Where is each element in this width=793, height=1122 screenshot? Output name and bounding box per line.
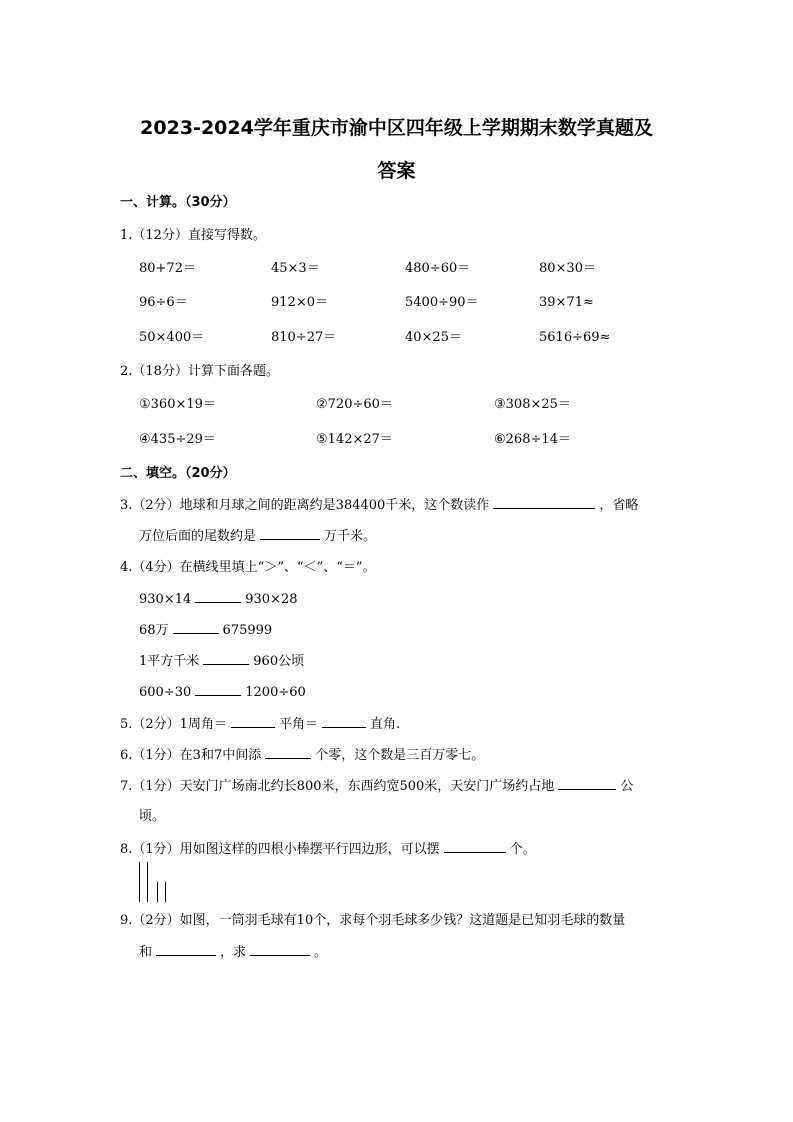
q9-text: 和 — [139, 945, 153, 960]
q4-row — [139, 590, 298, 609]
q4-right: 675999 — [222, 623, 273, 638]
q8-text: 8.（1分）用如图这样的四根小棒摆平行四边形，可以摆 — [120, 842, 440, 857]
q4-right: 960公顷 — [253, 654, 305, 669]
q5-text: 直角. — [369, 717, 401, 732]
section-heading-calc: 一、计算。（30分） — [120, 195, 236, 210]
q4-left: 1平方千米 — [139, 654, 200, 669]
q1-item: 5616÷69≈ — [539, 330, 611, 345]
q2-item: ④435÷29＝ — [139, 432, 216, 447]
q1-item: 80×30＝ — [539, 261, 596, 276]
q4-right: 1200÷60 — [245, 685, 306, 700]
answer-blank[interactable] — [156, 943, 216, 956]
question-9-line1: 9.（2分）如图，一筒羽毛球有10个，求每个羽毛球多少钱？这道题是已知羽毛球的数量 — [120, 913, 626, 928]
q1-item: 80+72＝ — [139, 261, 196, 276]
answer-blank[interactable] — [173, 621, 219, 634]
q5-text: 5.（2分）1周角＝ — [120, 717, 227, 732]
question-5 — [120, 715, 400, 734]
q4-right: 930×28 — [245, 592, 298, 607]
stick-long — [147, 862, 148, 902]
question-6 — [120, 746, 484, 765]
answer-blank[interactable] — [195, 683, 241, 696]
question-3-line1 — [120, 496, 638, 515]
question-7-line1 — [120, 777, 633, 796]
q8-text: 个。 — [509, 842, 536, 857]
answer-blank[interactable] — [195, 590, 241, 603]
q6-text: 6.（1分）在3和7中间添 — [120, 748, 262, 763]
question-9-line2 — [139, 943, 327, 962]
answer-blank[interactable] — [558, 777, 616, 790]
stick-short — [157, 882, 158, 902]
section-heading-fill: 二、填空。（20分） — [120, 466, 236, 481]
q2-item: ②720÷60＝ — [316, 397, 393, 412]
stick-short — [165, 882, 166, 902]
q2-item: ⑥268÷14＝ — [494, 432, 571, 447]
q1-item: 912×0＝ — [271, 295, 328, 310]
q2-item: ③308×25＝ — [494, 397, 571, 412]
question-4-text: 4.（4分）在横线里填上“＞”、“＜”、“＝”。 — [120, 560, 376, 575]
q1-item: 5400÷90＝ — [405, 295, 479, 310]
q9-text: 。 — [314, 945, 328, 960]
q4-left: 68万 — [139, 623, 169, 638]
q1-item: 810÷27＝ — [271, 330, 337, 345]
q2-item: ⑤142×27＝ — [316, 432, 393, 447]
q7-text: 7.（1分）天安门广场南北约长800米，东西约宽500米，天安门广场约占地 — [120, 779, 555, 794]
q4-row — [139, 621, 272, 640]
q1-item: 50×400＝ — [139, 330, 205, 345]
answer-blank[interactable] — [250, 943, 310, 956]
answer-blank[interactable] — [322, 715, 366, 728]
q1-item: 96÷6＝ — [139, 295, 188, 310]
question-2-text: 2.（18分）计算下面各题。 — [120, 364, 279, 379]
q1-item: 40×25＝ — [405, 330, 462, 345]
q4-row — [139, 652, 304, 671]
question-8 — [120, 840, 536, 859]
question-7-line2: 顷。 — [139, 809, 166, 824]
q1-item: 480÷60＝ — [405, 261, 471, 276]
q4-left: 930×14 — [139, 592, 192, 607]
q4-row — [139, 683, 306, 702]
q2-item: ①360×19＝ — [139, 397, 216, 412]
question-3-line2 — [139, 527, 376, 546]
q5-text: 平角＝ — [278, 717, 318, 732]
answer-blank[interactable] — [231, 715, 275, 728]
q1-item: 39×71≈ — [539, 295, 594, 310]
q3-text: 3.（2分）地球和月球之间的距离约是384400千米，这个数读作 — [120, 498, 490, 513]
stick-long — [139, 862, 140, 902]
exam-title: 2023-2024学年重庆市渝中区四年级上学期期末数学真题及 — [140, 117, 653, 139]
q6-text: 个零，这个数是三百万零七。 — [315, 748, 485, 763]
q9-text: ，求 — [220, 945, 247, 960]
answer-blank[interactable] — [203, 652, 249, 665]
q3-text: 万位后面的尾数约是 — [139, 529, 257, 544]
exam-title-continued: 答案 — [377, 160, 416, 182]
answer-blank[interactable] — [260, 527, 320, 540]
q3-text: 万千米。 — [324, 529, 377, 544]
question-1-text: 1.（12分）直接写得数。 — [120, 228, 266, 243]
q4-left: 600÷30 — [139, 685, 192, 700]
q7-text: 公 — [620, 779, 634, 794]
answer-blank[interactable] — [265, 746, 311, 759]
q1-item: 45×3＝ — [271, 261, 320, 276]
q3-text: ，省略 — [599, 498, 639, 513]
answer-blank[interactable] — [444, 840, 506, 853]
answer-blank[interactable] — [493, 496, 595, 509]
